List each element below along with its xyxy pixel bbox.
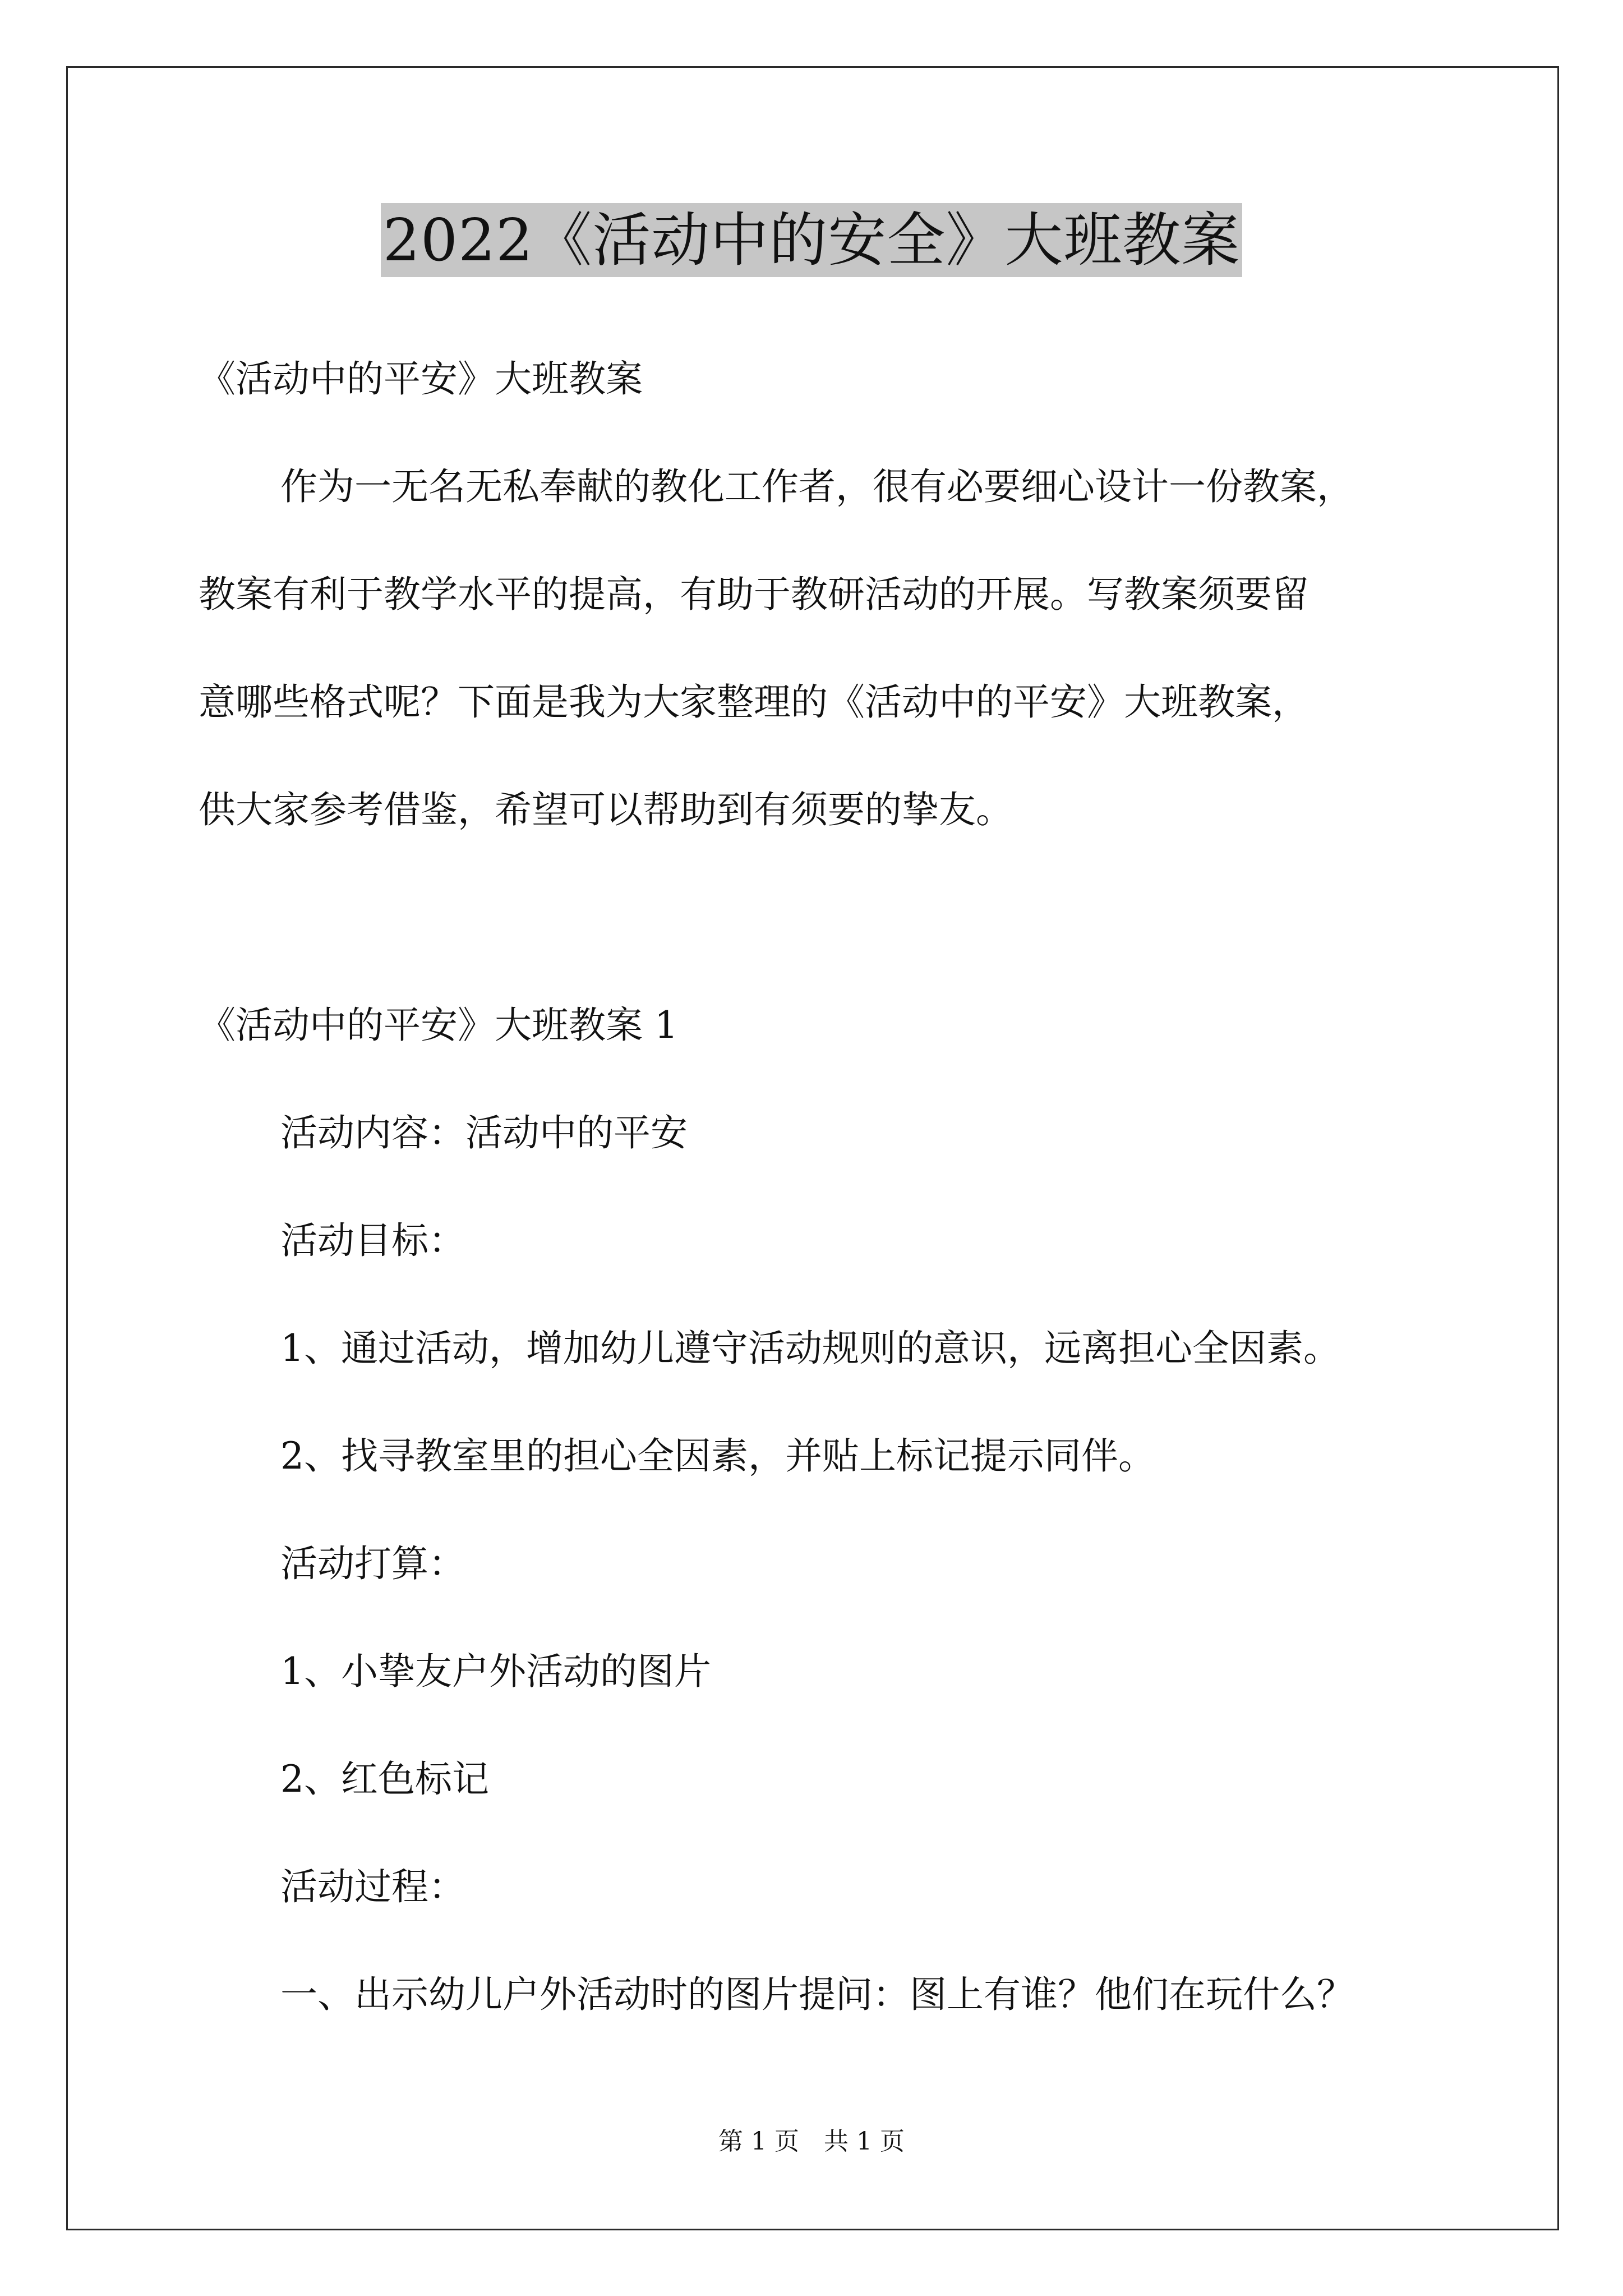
paragraph-line: 活动内容：活动中的平安 [280,1111,688,1154]
paragraph-line: 作为一无名无私奉献的教化工作者，很有必要细心设计一份教案， [280,465,1354,508]
paragraph-line: 供大家参考借鉴，希望可以帮助到有须要的挚友。 [199,788,1013,831]
title-container [0,203,1623,277]
paragraph-line: 1、小挚友户外活动的图片 [280,1650,711,1693]
paragraph-line: 2、红色标记 [280,1757,489,1801]
paragraph-line: 活动目标： [280,1219,465,1262]
paragraph-line: 意哪些格式呢？下面是我为大家整理的《活动中的平安》大班教案， [199,680,1309,724]
paragraph-line: 活动打算： [280,1542,465,1585]
paragraph-line: 1、通过活动，增加幼儿遵守活动规则的意识，远离担心全因素。 [280,1327,1340,1370]
section-heading: 《活动中的平安》大班教案 1 [199,1004,678,1047]
page-footer: 第 1 页 共 1 页 [718,2127,905,2156]
paragraph-line: 活动过程： [280,1865,465,1908]
paragraph-line: 2、找寻教室里的担心全因素，并贴上标记提示同伴。 [280,1434,1155,1478]
document-title: 2022《活动中的安全》大班教案 [381,203,1243,277]
subtitle-line: 《活动中的平安》大班教案 [199,357,643,401]
paragraph-line: 教案有利于教学水平的提高，有助于教研活动的开展。写教案须要留 [199,573,1309,616]
paragraph-line: 一、出示幼儿户外活动时的图片提问：图上有谁？他们在玩什么？ [280,1973,1354,2016]
